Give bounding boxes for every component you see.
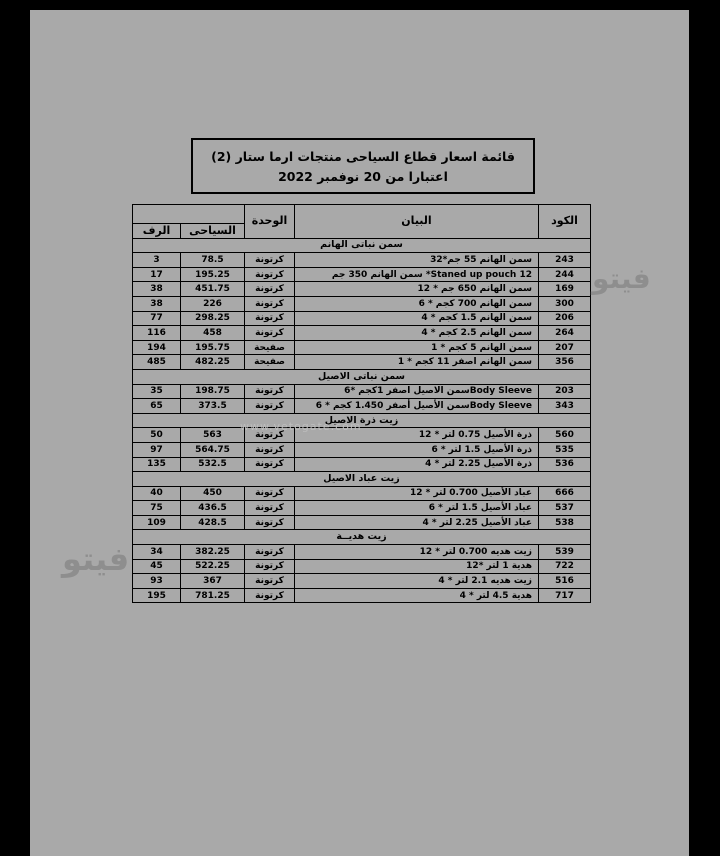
section-row bbox=[133, 530, 591, 545]
unit-cell: كرتونة bbox=[245, 267, 295, 282]
shelf-price-cell: 97 bbox=[133, 442, 181, 457]
tourist-price-cell: 451.75 bbox=[181, 282, 245, 297]
code-cell: 717 bbox=[539, 588, 591, 603]
shelf-price-cell: 116 bbox=[133, 326, 181, 341]
description-cell: سمن الهانم 55 جم*32 bbox=[295, 253, 539, 268]
header-tourist: السياحى bbox=[181, 224, 245, 239]
description-cell: سمن الهانم 1.5 كجم * 4 bbox=[295, 311, 539, 326]
code-cell: 536 bbox=[539, 457, 591, 472]
table-row bbox=[133, 501, 591, 516]
section-row bbox=[133, 369, 591, 384]
code-cell: 169 bbox=[539, 282, 591, 297]
tourist-price-cell: 532.5 bbox=[181, 457, 245, 472]
description-cell: سمن الهانم 5 كجم * 1 bbox=[295, 340, 539, 355]
code-cell: 539 bbox=[539, 545, 591, 560]
description-cell: عباد الأصيل 2.25 لتر * 4 bbox=[295, 515, 539, 530]
shelf-price-cell: 93 bbox=[133, 574, 181, 589]
shelf-price-cell: 38 bbox=[133, 282, 181, 297]
description-cell: Staned up pouch 12* سمن الهانم 350 جم bbox=[295, 267, 539, 282]
table-row bbox=[133, 442, 591, 457]
unit-cell: صفيحة bbox=[245, 355, 295, 370]
description-cell: سمن الهانم اصفر 11 كجم * 1 bbox=[295, 355, 539, 370]
table-row bbox=[133, 253, 591, 268]
section-title: زيت ذرة الاصيل bbox=[133, 413, 591, 428]
tourist-price-cell: 195.75 bbox=[181, 340, 245, 355]
header-price-group bbox=[133, 205, 245, 224]
unit-cell: كرتونة bbox=[245, 399, 295, 414]
tourist-price-cell: 564.75 bbox=[181, 442, 245, 457]
shelf-price-cell: 77 bbox=[133, 311, 181, 326]
code-cell: 535 bbox=[539, 442, 591, 457]
unit-cell: كرتونة bbox=[245, 486, 295, 501]
table-row bbox=[133, 267, 591, 282]
unit-cell: كرتونة bbox=[245, 545, 295, 560]
code-cell: 722 bbox=[539, 559, 591, 574]
unit-cell: كرتونة bbox=[245, 311, 295, 326]
header-shelf: الرف bbox=[133, 224, 181, 239]
tourist-price-cell: 436.5 bbox=[181, 501, 245, 516]
header-description: البيان bbox=[295, 205, 539, 239]
code-cell: 207 bbox=[539, 340, 591, 355]
tourist-price-cell: 298.25 bbox=[181, 311, 245, 326]
tourist-price-cell: 482.25 bbox=[181, 355, 245, 370]
table-row bbox=[133, 559, 591, 574]
description-cell: ذرة الأصيل 1.5 لتر * 6 bbox=[295, 442, 539, 457]
description-cell: ذرة الأصيل 0.75 لتر * 12 bbox=[295, 428, 539, 443]
unit-cell: كرتونة bbox=[245, 501, 295, 516]
shelf-price-cell: 194 bbox=[133, 340, 181, 355]
table-row bbox=[133, 545, 591, 560]
price-table bbox=[132, 204, 591, 603]
tourist-price-cell: 367 bbox=[181, 574, 245, 589]
tourist-price-cell: 563 bbox=[181, 428, 245, 443]
table-row bbox=[133, 574, 591, 589]
code-cell: 343 bbox=[539, 399, 591, 414]
header-unit: الوحدة bbox=[245, 205, 295, 239]
code-cell: 356 bbox=[539, 355, 591, 370]
table-row bbox=[133, 588, 591, 603]
description-cell: عباد الأصيل 0.700 لتر * 12 bbox=[295, 486, 539, 501]
code-cell: 666 bbox=[539, 486, 591, 501]
shelf-price-cell: 17 bbox=[133, 267, 181, 282]
shelf-price-cell: 45 bbox=[133, 559, 181, 574]
tourist-price-cell: 781.25 bbox=[181, 588, 245, 603]
tourist-price-cell: 195.25 bbox=[181, 267, 245, 282]
description-cell: زيت هديه 0.700 لتر * 12 bbox=[295, 545, 539, 560]
description-cell: عباد الأصيل 1.5 لتر * 6 bbox=[295, 501, 539, 516]
price-list-title-box bbox=[191, 138, 535, 194]
code-cell: 264 bbox=[539, 326, 591, 341]
unit-cell: كرتونة bbox=[245, 296, 295, 311]
tourist-price-cell: 450 bbox=[181, 486, 245, 501]
description-cell: Body Sleeveسمن الاصيل اصفر 1كجم *6 bbox=[295, 384, 539, 399]
shelf-price-cell: 34 bbox=[133, 545, 181, 560]
code-cell: 206 bbox=[539, 311, 591, 326]
effective-date: اعتبارا من 20 نوفمبر 2022 bbox=[278, 169, 448, 184]
section-title: زيت هديــة bbox=[133, 530, 591, 545]
table-row bbox=[133, 384, 591, 399]
code-cell: 300 bbox=[539, 296, 591, 311]
tourist-price-cell: 226 bbox=[181, 296, 245, 311]
shelf-price-cell: 195 bbox=[133, 588, 181, 603]
description-cell: Body Sleeveسمن الأصيل أصفر 1.450 كجم * 6 bbox=[295, 399, 539, 414]
header-code: الكود bbox=[539, 205, 591, 239]
table-row bbox=[133, 399, 591, 414]
unit-cell: كرتونة bbox=[245, 442, 295, 457]
tourist-price-cell: 198.75 bbox=[181, 384, 245, 399]
tourist-price-cell: 522.25 bbox=[181, 559, 245, 574]
description-cell: هدية 4.5 لتر * 4 bbox=[295, 588, 539, 603]
unit-cell: كرتونة bbox=[245, 457, 295, 472]
unit-cell: كرتونة bbox=[245, 326, 295, 341]
tourist-price-cell: 78.5 bbox=[181, 253, 245, 268]
section-row bbox=[133, 238, 591, 253]
unit-cell: كرتونة bbox=[245, 282, 295, 297]
shelf-price-cell: 35 bbox=[133, 384, 181, 399]
code-cell: 537 bbox=[539, 501, 591, 516]
description-cell: هدية 1 لتر *12 bbox=[295, 559, 539, 574]
unit-cell: كرتونة bbox=[245, 428, 295, 443]
tourist-price-cell: 428.5 bbox=[181, 515, 245, 530]
watermark-logo: فيتو bbox=[62, 540, 130, 578]
table-row bbox=[133, 311, 591, 326]
shelf-price-cell: 485 bbox=[133, 355, 181, 370]
code-cell: 203 bbox=[539, 384, 591, 399]
section-row bbox=[133, 472, 591, 487]
watermark-url: www.vetogate.com bbox=[240, 420, 362, 433]
shelf-price-cell: 38 bbox=[133, 296, 181, 311]
price-list-title: قائمة اسعار قطاع السياحى منتجات ارما ستار (2) bbox=[211, 149, 515, 164]
shelf-price-cell: 40 bbox=[133, 486, 181, 501]
shelf-price-cell: 65 bbox=[133, 399, 181, 414]
code-cell: 516 bbox=[539, 574, 591, 589]
watermark-logo: فيتو bbox=[592, 262, 651, 295]
section-title: سمن نباتى الهانم bbox=[133, 238, 591, 253]
code-cell: 560 bbox=[539, 428, 591, 443]
unit-cell: كرتونة bbox=[245, 515, 295, 530]
shelf-price-cell: 3 bbox=[133, 253, 181, 268]
tourist-price-cell: 458 bbox=[181, 326, 245, 341]
shelf-price-cell: 75 bbox=[133, 501, 181, 516]
table-row bbox=[133, 515, 591, 530]
tourist-price-cell: 382.25 bbox=[181, 545, 245, 560]
table-row bbox=[133, 355, 591, 370]
code-cell: 538 bbox=[539, 515, 591, 530]
description-cell: سمن الهانم 2.5 كجم * 4 bbox=[295, 326, 539, 341]
unit-cell: كرتونة bbox=[245, 574, 295, 589]
unit-cell: كرتونة bbox=[245, 588, 295, 603]
section-title: زيت عباد الاصيل bbox=[133, 472, 591, 487]
description-cell: سمن الهانم 650 جم * 12 bbox=[295, 282, 539, 297]
unit-cell: صفيحة bbox=[245, 340, 295, 355]
unit-cell: كرتونة bbox=[245, 253, 295, 268]
description-cell: زيت هديه 2.1 لتر * 4 bbox=[295, 574, 539, 589]
table-row bbox=[133, 296, 591, 311]
code-cell: 243 bbox=[539, 253, 591, 268]
table-row bbox=[133, 326, 591, 341]
code-cell: 244 bbox=[539, 267, 591, 282]
unit-cell: كرتونة bbox=[245, 559, 295, 574]
unit-cell: كرتونة bbox=[245, 384, 295, 399]
tourist-price-cell: 373.5 bbox=[181, 399, 245, 414]
shelf-price-cell: 50 bbox=[133, 428, 181, 443]
shelf-price-cell: 109 bbox=[133, 515, 181, 530]
shelf-price-cell: 135 bbox=[133, 457, 181, 472]
description-cell: سمن الهانم 700 كجم * 6 bbox=[295, 296, 539, 311]
section-title: سمن نباتى الاصيل bbox=[133, 369, 591, 384]
table-row bbox=[133, 282, 591, 297]
table-row bbox=[133, 457, 591, 472]
table-row bbox=[133, 486, 591, 501]
table-row bbox=[133, 340, 591, 355]
description-cell: ذرة الأصيل 2.25 لتر * 4 bbox=[295, 457, 539, 472]
